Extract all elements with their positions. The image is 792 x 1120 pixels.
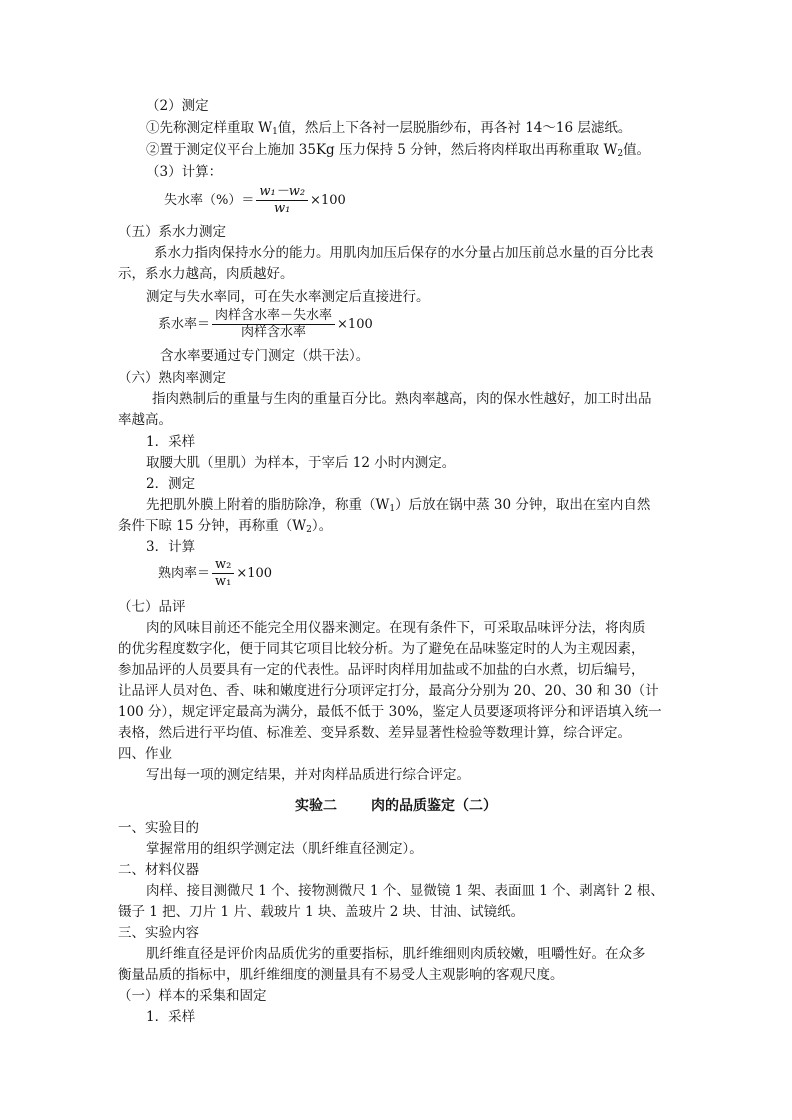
section-4-text: 写出每一项的测定结果，并对肉样品质进行综合评定。 <box>146 767 470 783</box>
section-7-line-5: 100 分），规定评定最高为满分，最低不低于 30%，鉴定人员要逐项将评分和评语填入统一 <box>118 704 662 720</box>
section-6-sub-2-text-line-1: 先把肌外膜上附着的脂肪除净，称重$(W_1)$后放在锅中蒸 30 分钟，取出在室内自然 <box>146 497 651 514</box>
experiment-2-title: 实验二 肉的品质鉴定（二） <box>295 798 497 814</box>
section-7-line-6: 表格，然后进行平均值、标准差、变异系数、差异显著性检验等数理计算，综合评定。 <box>118 725 631 741</box>
section-6-title: （六）熟肉率测定 <box>118 370 226 386</box>
formula-water-loss: 失水率（%）＝ $\frac{\text{w₁－w₂}}{\text{w₁}}$ ×100 <box>164 184 346 216</box>
step-heading-calc: （3）计算： <box>146 164 223 180</box>
section-5-para-line-2: 示，系水力越高，肉质越好。 <box>118 266 294 282</box>
section-6-sub-2: 2．测定 <box>146 476 196 492</box>
section-5-note: 含水率要通过专门测定（烘干法）。 <box>160 348 370 364</box>
section-5-title: （五）系水力测定 <box>118 224 226 240</box>
exp2-heading-content: 三、实验内容 <box>118 925 199 941</box>
exp2-heading-sampling: （一）样本的采集和固定 <box>118 988 267 1004</box>
section-6-sub-1: 1．采样 <box>146 434 196 450</box>
section-6-sub-2-text-line-2: 条件下晾 15 分钟，再称重$(W_2)$。 <box>118 518 333 535</box>
section-4-title: 四、作业 <box>118 746 172 762</box>
section-7-line-1: 肉的风味目前还不能完全用仪器来测定。在现有条件下，可采取品味评分法，将肉质 <box>146 620 646 636</box>
step-2-text: ②置于测定仪平台上施加 35Kg 压力保持 5 分钟，然后将肉样取出再称重取 $W_2$值。 <box>146 142 651 159</box>
formula-cooked-meat: 熟肉率＝ $\frac{\text{w₂}}{\text{w₁}}$ ×100 <box>158 557 273 589</box>
exp2-sub-sampling: 1．采样 <box>146 1009 196 1025</box>
section-5-para-2: 测定与失水率同，可在失水率测定后直接进行。 <box>146 289 430 305</box>
exp2-content-line-2: 衡量品质的指标中，肌纤维细度的测量具有不易受人主观影响的客观尺度。 <box>118 967 564 983</box>
exp2-content-line-1: 肌纤维直径是评价肉品质优劣的重要指标，肌纤维细则肉质较嫩，咀嚼性好。在众多 <box>146 946 646 962</box>
section-7-line-3: 参加品评的人员要具有一定的代表性。品评时肉样用加盐或不加盐的白水煮，切后编号， <box>118 662 645 678</box>
section-6-para-line-1: 指肉熟制后的重量与生肉的重量百分比。熟肉率越高，肉的保水性越好，加工时出品 <box>152 391 652 407</box>
step-heading-measure: （2）测定 <box>146 98 209 114</box>
exp2-purpose-text: 掌握常用的组织学测定法（肌纤维直径测定）。 <box>146 841 423 857</box>
formula-water-holding: 系水率＝ $\frac{\text{肉样含水率－失水率}}{\text{肉样含水率}}$ ×100 <box>158 308 373 340</box>
section-5-para-line-1: 系水力指肉保持水分的能力。用肌肉加压后保存的水分量占加压前总水量的百分比表 <box>154 245 654 261</box>
section-7-title: （七）品评 <box>118 599 186 615</box>
section-6-sub-1-text: 取腰大肌（里肌）为样本，于宰后 12 小时内测定。 <box>146 455 456 471</box>
section-7-line-4: 让品评人员对色、香、味和嫩度进行分项评定打分，最高分分别为 20、20、30 和 30（计 <box>118 683 659 699</box>
exp2-heading-purpose: 一、实验目的 <box>118 820 199 836</box>
section-6-sub-3: 3．计算 <box>146 539 196 555</box>
section-6-para-line-2: 率越高。 <box>118 412 172 428</box>
step-1-text: ①先称测定样重取 $W_1$值，然后上下各衬一层脱脂纱布，再各衬 14～16 层滤纸。 <box>146 120 632 137</box>
section-7-line-2: 的优劣程度数字化，便于同其它项目比较分析。为了避免在品味鉴定时的人为主观因素， <box>118 641 645 657</box>
exp2-materials-line-1: 肉样、接目测微尺 1 个、接物测微尺 1 个、显微镜 1 架、表面皿 1 个、剥离针 2 根、 <box>146 883 664 899</box>
exp2-materials-line-2: 镊子 1 把、刀片 1 片、载玻片 1 块、盖玻片 2 块、甘油、试镜纸。 <box>118 904 525 920</box>
exp2-heading-materials: 二、材料仪器 <box>118 862 199 878</box>
